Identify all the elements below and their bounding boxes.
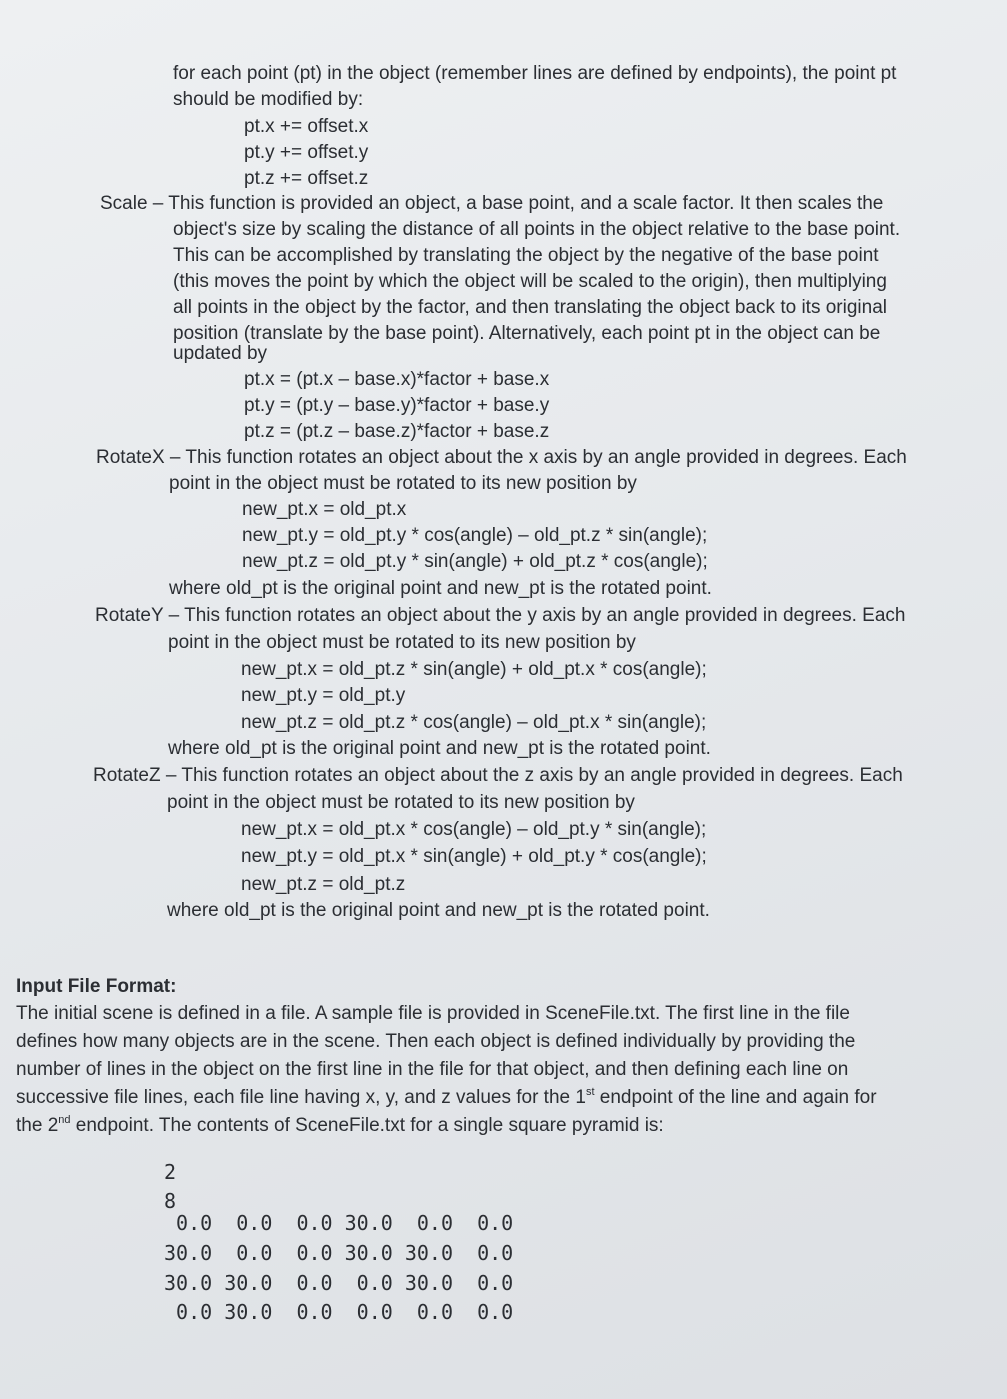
scale-description-line: all points in the object by the factor, and then translating the object back to its original (173, 297, 887, 318)
input-format-text: successive file lines, each file line having x, y, and z values for the 1 (16, 1087, 586, 1108)
scene-object-count: 2 (164, 1160, 177, 1184)
input-format-paragraph-line (16, 1114, 664, 1138)
scene-coordinate-row: 0.0 30.0 0.0 0.0 0.0 0.0 (164, 1300, 514, 1324)
scale-description-line: updated by (173, 343, 268, 364)
scale-description-line: This can be accomplished by translating the object by the negative of the base point (173, 245, 879, 266)
input-format-paragraph-line: The initial scene is defined in a file. A sample file is provided in SceneFile.txt. The first line in the file (16, 1003, 850, 1024)
scale-description-line: position (translate by the base point). Alternatively, each point pt in the object can be (173, 323, 881, 344)
input-format-text: endpoint of the line and again for (594, 1087, 877, 1108)
ordinal-superscript: nd (58, 1114, 71, 1126)
scene-coordinate-row: 0.0 0.0 0.0 30.0 0.0 0.0 (164, 1211, 514, 1235)
scene-line-count: 8 (164, 1189, 177, 1213)
rotatez-formula-y: new_pt.y = old_pt.x * sin(angle) + old_pt.y * cos(angle); (241, 846, 707, 867)
rotatez-description-line: point in the object must be rotated to its new position by (167, 792, 635, 813)
scale-description-line: (this moves the point by which the object will be scaled to the origin), then multiplying (173, 271, 887, 292)
scale-formula-y: pt.y = (pt.y – base.y)*factor + base.y (244, 395, 550, 416)
rotatey-formula-y: new_pt.y = old_pt.y (241, 685, 406, 706)
rotatez-where-note: where old_pt is the original point and new_pt is the rotated point. (167, 900, 710, 921)
rotatez-description-line: RotateZ – This function rotates an object about the z axis by an angle provided in degrees. Each (93, 765, 903, 786)
translate-formula-x: pt.x += offset.x (244, 116, 369, 137)
translate-formula-y: pt.y += offset.y (244, 142, 369, 163)
rotatex-formula-y: new_pt.y = old_pt.y * cos(angle) – old_pt.z * sin(angle); (242, 525, 708, 546)
rotatex-description-line: RotateX – This function rotates an object about the x axis by an angle provided in degrees. Each (96, 447, 907, 468)
translate-intro-line-2: should be modified by: (173, 89, 364, 110)
rotatey-description-line: RotateY – This function rotates an object about the y axis by an angle provided in degrees. Each (95, 605, 906, 626)
ordinal-superscript: st (585, 1086, 595, 1098)
input-format-paragraph-line (16, 1086, 877, 1110)
rotatey-formula-x: new_pt.x = old_pt.z * sin(angle) + old_pt.x * cos(angle); (241, 659, 707, 680)
scale-description-line: object's size by scaling the distance of all points in the object relative to the base point. (173, 219, 901, 240)
rotatex-where-note: where old_pt is the original point and new_pt is the rotated point. (169, 578, 712, 599)
input-format-text: endpoint. The contents of SceneFile.txt for a single square pyramid is: (70, 1115, 664, 1136)
scale-formula-z: pt.z = (pt.z – base.z)*factor + base.z (244, 421, 550, 442)
scale-formula-x: pt.x = (pt.x – base.x)*factor + base.x (244, 369, 550, 390)
rotatez-formula-x: new_pt.x = old_pt.x * cos(angle) – old_pt.y * sin(angle); (241, 819, 707, 840)
rotatex-description-line: point in the object must be rotated to its new position by (169, 473, 637, 494)
input-format-paragraph-line: number of lines in the object on the first line in the file for that object, and then defining each line on (16, 1059, 849, 1080)
scene-coordinate-row: 30.0 30.0 0.0 0.0 30.0 0.0 (164, 1271, 514, 1295)
rotatey-where-note: where old_pt is the original point and new_pt is the rotated point. (168, 738, 711, 759)
scene-coordinate-row: 30.0 0.0 0.0 30.0 30.0 0.0 (164, 1241, 514, 1265)
input-format-heading: Input File Format: (16, 976, 177, 997)
input-format-paragraph-line: defines how many objects are in the scene. Then each object is defined individually by providing the (16, 1031, 856, 1052)
rotatex-formula-x: new_pt.x = old_pt.x (242, 499, 407, 520)
rotatex-formula-z: new_pt.z = old_pt.y * sin(angle) + old_pt.z * cos(angle); (242, 551, 708, 572)
rotatey-formula-z: new_pt.z = old_pt.z * cos(angle) – old_pt.x * sin(angle); (241, 712, 707, 733)
scale-description-line: Scale – This function is provided an object, a base point, and a scale factor. It then scales the (100, 193, 884, 214)
translate-formula-z: pt.z += offset.z (244, 168, 369, 189)
input-format-text: the 2 (16, 1115, 59, 1136)
translate-intro-line-1: for each point (pt) in the object (remember lines are defined by endpoints), the point pt (173, 63, 897, 84)
rotatey-description-line: point in the object must be rotated to its new position by (168, 632, 636, 653)
rotatez-formula-z: new_pt.z = old_pt.z (241, 874, 406, 895)
